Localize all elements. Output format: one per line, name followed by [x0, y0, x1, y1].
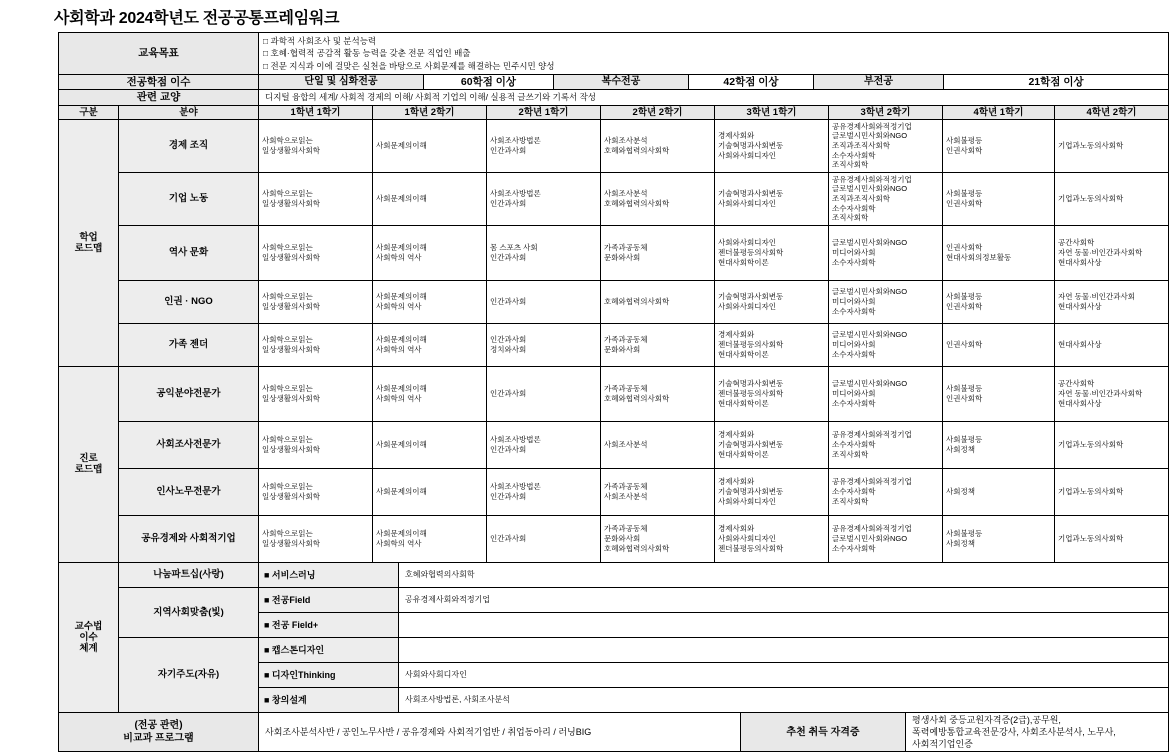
teaching-item-label: ■ 캡스톤디자인: [259, 637, 399, 662]
header-y3s2: 3학년 2학기: [829, 105, 943, 119]
course-cell: 공유경제사회와적정기업 글로벌시민사회와NGO 소수자사회학: [829, 515, 943, 562]
course-cell: 사회학으로읽는 일상생활의사회학: [259, 323, 373, 366]
group-label: 학업 로드맵: [59, 119, 119, 366]
course-cell: 가족과공동체 문화와사회 호혜와협력의사회학: [601, 515, 715, 562]
course-cell: 공유경제사회와적정기업 소수자사회학 조직사회학: [829, 421, 943, 468]
teaching-category: 자기주도(자유): [119, 637, 259, 712]
course-cell: 기술혁명과사회변동 젠더불평등의사회학 현대사회학이론: [715, 366, 829, 421]
course-cell: 사회학으로읽는 일상생활의사회학: [259, 421, 373, 468]
teaching-row: [59, 562, 1169, 587]
course-cell: 사회조사분석 호혜와협력의사회학: [601, 172, 715, 225]
course-cell: 사회학으로읽는 일상생활의사회학: [259, 225, 373, 280]
credit-value-double: 42학점 이상: [689, 74, 814, 89]
course-cell: 글로벌시민사회와NGO 미디어와사회 소수자사회학: [829, 366, 943, 421]
course-cell: 사회학으로읽는 일상생활의사회학: [259, 119, 373, 172]
program-label: (전공 관련) 비교과 프로그램: [59, 712, 259, 751]
meta-table: [58, 32, 1169, 106]
header-y4s1: 4학년 1학기: [943, 105, 1055, 119]
credit-value-minor: 21학점 이상: [944, 74, 1169, 89]
teaching-item-value: [399, 612, 1169, 637]
course-cell: 글로벌시민사회와NGO 미디어와사회 소수자사회학: [829, 225, 943, 280]
cert-value: 평생사회 중등교원자격증(2급),공무원, 폭력예방통합교육전문강사, 사회조사분석사, 노무사, 사회적기업인증: [906, 712, 1169, 751]
field-label: 공유경제와 사회적기업: [119, 515, 259, 562]
course-cell: 인간과사회: [487, 280, 601, 323]
course-cell: 기업과노동의사회학: [1055, 172, 1169, 225]
course-cell: 가족과공동체 문화와사회: [601, 225, 715, 280]
course-cell: 공간사회학 자연 동물·비인간과사회학 현대사회사상: [1055, 225, 1169, 280]
field-label: 인사노무전문가: [119, 468, 259, 515]
bottom-table: [58, 712, 1169, 752]
course-cell: 사회문제의이해 사회학의 역사: [373, 515, 487, 562]
course-cell: 사회학으로읽는 일상생활의사회학: [259, 515, 373, 562]
teaching-row: [59, 587, 1169, 612]
course-cell: 기업과노동의사회학: [1055, 421, 1169, 468]
course-cell: 글로벌시민사회와NGO 미디어와사회 소수자사회학: [829, 323, 943, 366]
liberal-value: 디지털 융합의 세계/ 사회적 경제의 이해/ 사회적 기업의 이해/ 실용적 글쓰기와 기록서 작성: [259, 90, 1169, 105]
field-label: 인권 · NGO: [119, 280, 259, 323]
header-y1s1: 1학년 1학기: [259, 105, 373, 119]
course-cell: 사회문제의이해 사회학의 역사: [373, 225, 487, 280]
course-cell: 공유경제사회와적정기업 소수자사회학 조직사회학: [829, 468, 943, 515]
course-cell: 사회불평등 인권사회학: [943, 280, 1055, 323]
table-row: [59, 225, 1169, 280]
header-y1s2: 1학년 2학기: [373, 105, 487, 119]
course-cell: 사회문제의이해 사회학의 역사: [373, 366, 487, 421]
liberal-label: 관련 교양: [59, 90, 259, 105]
goal-row: [59, 33, 1169, 75]
teaching-category: 나눔파트십(사랑): [119, 562, 259, 587]
credits-label: 전공학점 이수: [59, 74, 259, 89]
goal-item-3: □ 전문 지식과 이에 걸맞은 실천을 바탕으로 사회문제를 해결하는 민주시민 양성: [263, 60, 555, 71]
table-row: [59, 119, 1169, 172]
teaching-item-value: 공유경제사회와적정기업: [399, 587, 1169, 612]
course-cell: 경제사회와 사회와사회디자인 젠더불평등의사회학: [715, 515, 829, 562]
field-label: 경제 조직: [119, 119, 259, 172]
course-cell: 사회불평등 사회정책: [943, 421, 1055, 468]
course-cell: 사회불평등 인권사회학: [943, 172, 1055, 225]
page-title: 사회학과 2024학년도 전공공통프레임워크: [54, 10, 340, 27]
course-cell: 기술혁명과사회변동 사회와사회디자인: [715, 172, 829, 225]
course-cell: 경제사회와 기술혁명과사회변동 사회와사회디자인: [715, 468, 829, 515]
goal-item-1: □ 과학적 사회조사 및 분석능력: [263, 36, 377, 46]
teaching-item-label: ■ 디자인Thinking: [259, 662, 399, 687]
course-cell: 사회학으로읽는 일상생활의사회학: [259, 280, 373, 323]
course-cell: 인간과사회: [487, 515, 601, 562]
goal-label: 교육목표: [59, 33, 259, 75]
course-cell: 사회조사분석 호혜와협력의사회학: [601, 119, 715, 172]
course-cell: 사회불평등 인권사회학: [943, 119, 1055, 172]
course-cell: 사회문제의이해: [373, 172, 487, 225]
table-row: [59, 421, 1169, 468]
course-cell: 인권사회학 현대사회의정보활동: [943, 225, 1055, 280]
course-cell: 기술혁명과사회변동 사회와사회디자인: [715, 280, 829, 323]
liberal-row: [59, 90, 1169, 105]
teaching-item-label: ■ 전공 Field+: [259, 612, 399, 637]
course-cell: 사회조사방법론 인간과사회: [487, 172, 601, 225]
course-cell: 공간사회학 자연 동물·비인간과사회학 현대사회사상: [1055, 366, 1169, 421]
teaching-item-value: 사회조사방법론, 사회조사분석: [399, 687, 1169, 712]
course-cell: 몸 스포츠 사회 인간과사회: [487, 225, 601, 280]
course-cell: 기업과노동의사회학: [1055, 515, 1169, 562]
roadmap-table: [58, 105, 1169, 563]
teaching-item-value: 호혜와협력의사회학: [399, 562, 1169, 587]
course-cell: 공유경제사회와적정기업 글로벌시민사회와NGO 조직과조직사회학 소수자사회학 조직사회학: [829, 119, 943, 172]
header-y2s2: 2학년 2학기: [601, 105, 715, 119]
teaching-item-value: 사회와사회디자인: [399, 662, 1169, 687]
course-cell: 인간과사회: [487, 366, 601, 421]
table-row: [59, 280, 1169, 323]
goal-item-2: □ 호혜·협력적 공감적 활동 능력을 갖춘 전문 직업인 배출: [263, 48, 471, 59]
table-row: [59, 323, 1169, 366]
course-cell: 호혜와협력의사회학: [601, 280, 715, 323]
course-cell: 사회문제의이해: [373, 119, 487, 172]
course-cell: 기업과노동의사회학: [1055, 119, 1169, 172]
course-cell: 경제사회와 기술혁명과사회변동 현대사회학이론: [715, 421, 829, 468]
roadmap-header-row: [59, 105, 1169, 119]
group-label: 진로 로드맵: [59, 366, 119, 562]
teaching-item-value: [399, 637, 1169, 662]
course-cell: 사회문제의이해: [373, 421, 487, 468]
table-row: [59, 515, 1169, 562]
course-cell: 글로벌시민사회와NGO 미디어와사회 소수자사회학: [829, 280, 943, 323]
course-cell: 사회불평등 사회정책: [943, 515, 1055, 562]
teaching-label: 교수법 이수 체계: [59, 562, 119, 712]
bottom-row: [59, 712, 1169, 751]
credit-type-minor: 부전공: [814, 74, 944, 89]
course-cell: 사회조사분석: [601, 421, 715, 468]
credit-value-single: 60학점 이상: [424, 74, 554, 89]
course-cell: 자연 동물·비인간과사회 현대사회사상: [1055, 280, 1169, 323]
field-label: 가족 젠더: [119, 323, 259, 366]
teaching-item-label: ■ 서비스러닝: [259, 562, 399, 587]
teaching-item-label: ■ 전공Field: [259, 587, 399, 612]
header-field: 분야: [119, 105, 259, 119]
course-cell: 가족과공동체 호혜와협력의사회학: [601, 366, 715, 421]
course-cell: 사회조사방법론 인간과사회: [487, 421, 601, 468]
course-cell: 가족과공동체 사회조사분석: [601, 468, 715, 515]
table-row: [59, 468, 1169, 515]
credit-type-single: 단일 및 심화전공: [259, 74, 424, 89]
course-cell: 인간과사회 정치와사회: [487, 323, 601, 366]
course-cell: 사회조사방법론 인간과사회: [487, 468, 601, 515]
course-cell: 사회조사방법론 인간과사회: [487, 119, 601, 172]
course-cell: 사회문제의이해 사회학의 역사: [373, 280, 487, 323]
course-cell: 사회정책: [943, 468, 1055, 515]
field-label: 기업 노동: [119, 172, 259, 225]
course-cell: 인권사회학: [943, 323, 1055, 366]
field-label: 역사 문화: [119, 225, 259, 280]
course-cell: 경제사회와 젠더불평등의사회학 현대사회학이론: [715, 323, 829, 366]
header-gubun: 구분: [59, 105, 119, 119]
course-cell: 경제사회와 기술혁명과사회변동 사회와사회디자인: [715, 119, 829, 172]
course-cell: 사회와사회디자인 젠더불평등의사회학 현대사회학이론: [715, 225, 829, 280]
course-cell: 현대사회사상: [1055, 323, 1169, 366]
table-row: [59, 366, 1169, 421]
course-cell: 사회문제의이해: [373, 468, 487, 515]
course-cell: 가족과공동체 문화와사회: [601, 323, 715, 366]
course-cell: 사회문제의이해 사회학의 역사: [373, 323, 487, 366]
program-value: 사회조사분석사반 / 공인노무사반 / 공유경제와 사회적기업반 / 취업동아리 / 러닝BIG: [259, 712, 741, 751]
course-cell: 사회불평등 인권사회학: [943, 366, 1055, 421]
field-label: 공익분야전문가: [119, 366, 259, 421]
course-cell: 사회학으로읽는 일상생활의사회학: [259, 172, 373, 225]
field-label: 사회조사전문가: [119, 421, 259, 468]
cert-label: 추천 취득 자격증: [741, 712, 906, 751]
credit-type-double: 복수전공: [554, 74, 689, 89]
credits-row: [59, 74, 1169, 89]
teaching-row: [59, 637, 1169, 662]
course-cell: 사회학으로읽는 일상생활의사회학: [259, 468, 373, 515]
goal-list: [259, 33, 1169, 75]
header-y4s2: 4학년 2학기: [1055, 105, 1169, 119]
teaching-category: 지역사회맞춤(빛): [119, 587, 259, 637]
header-y3s1: 3학년 1학기: [715, 105, 829, 119]
header-y2s1: 2학년 1학기: [487, 105, 601, 119]
teaching-table: [58, 562, 1169, 713]
course-cell: 공유경제사회와적정기업 글로벌시민사회와NGO 조직과조직사회학 소수자사회학 조직사회학: [829, 172, 943, 225]
table-row: [59, 172, 1169, 225]
course-cell: 사회학으로읽는 일상생활의사회학: [259, 366, 373, 421]
course-cell: 기업과노동의사회학: [1055, 468, 1169, 515]
teaching-item-label: ■ 창의설계: [259, 687, 399, 712]
